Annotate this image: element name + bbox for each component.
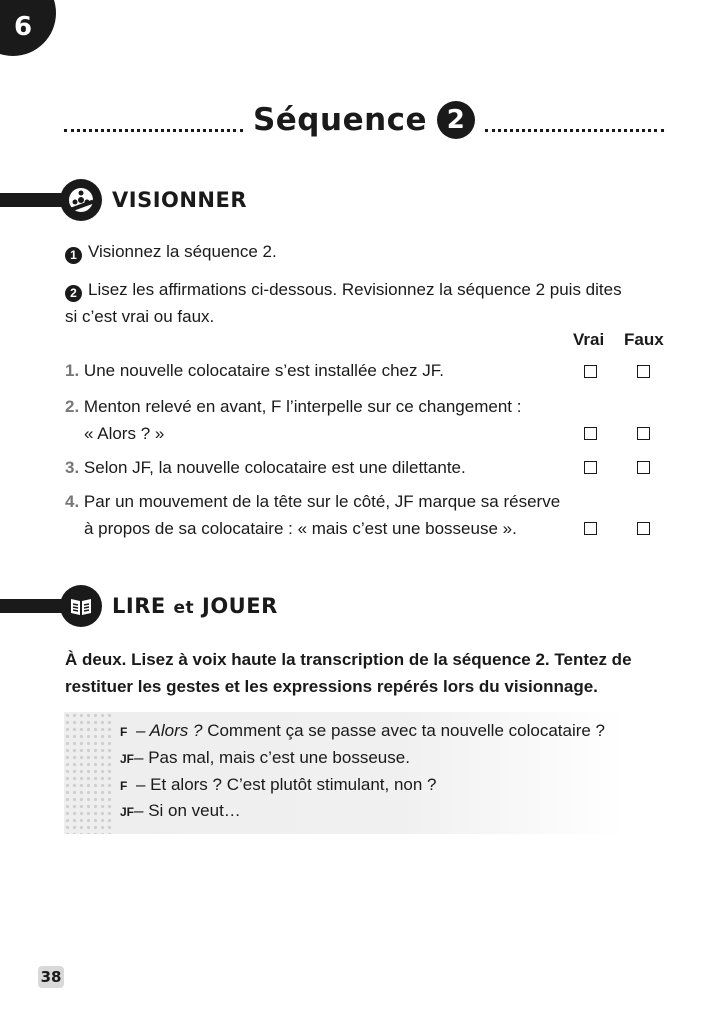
- step-1-number: 1: [65, 247, 82, 264]
- checkbox-3-faux[interactable]: [637, 461, 650, 474]
- statement-2: 2. Menton relevé en avant, F l’interpelle sur ce changement : « Alors ? »: [65, 397, 522, 443]
- dotted-rule-left: [64, 129, 243, 132]
- dialogue-line-4: JF– Si on veut…: [120, 801, 241, 820]
- column-faux: Faux: [624, 330, 664, 349]
- step-2-line-1: Lisez les affirmations ci-dessous. Revisionnez la séquence 2 puis dites: [88, 280, 622, 299]
- lire-jouer-heading: [0, 584, 278, 628]
- lire-jouer-label: LIRE et JOUER: [112, 594, 278, 618]
- chapter-badge: [0, 0, 56, 56]
- checkbox-4-vrai[interactable]: [584, 522, 597, 535]
- step-1-text: Visionnez la séquence 2.: [88, 242, 277, 261]
- sequence-title: [64, 98, 664, 142]
- step-2: [65, 276, 665, 330]
- checkbox-4-faux[interactable]: [637, 522, 650, 535]
- step-1: [65, 238, 665, 265]
- column-vrai: Vrai: [573, 330, 605, 349]
- dialogue-line-2: JF– Pas mal, mais c’est une bosseuse.: [120, 748, 410, 767]
- statement-4: 4. Par un mouvement de la tête sur le côté, JF marque sa réserve à propos de sa colocataire : « mais c’est une bosseuse ».: [65, 492, 561, 538]
- checkbox-1-vrai[interactable]: [584, 365, 597, 378]
- step-2-line-2: si c’est vrai ou faux.: [65, 307, 215, 326]
- heading-bar: [0, 599, 66, 613]
- book-icon: [60, 585, 102, 627]
- dotted-rule-right: [485, 129, 664, 132]
- checkbox-3-vrai[interactable]: [584, 461, 597, 474]
- chapter-number: 6: [14, 12, 33, 42]
- page-number: 38: [38, 966, 64, 988]
- dialogue-line-1: F – Alors ? Comment ça se passe avec ta nouvelle colocataire ?: [120, 721, 606, 740]
- checkbox-1-faux[interactable]: [637, 365, 650, 378]
- visionner-heading: [0, 178, 247, 222]
- statement-3: 3. Selon JF, la nouvelle colocataire est une dilettante.: [65, 458, 466, 477]
- film-reel-icon: [60, 179, 102, 221]
- dialogue-line-3: F – Et alors ? C’est plutôt stimulant, non ?: [120, 775, 437, 794]
- checkbox-2-faux[interactable]: [637, 427, 650, 440]
- lire-jouer-instructions: À deux. Lisez à voix haute la transcription de la séquence 2. Tentez de restituer les gestes et les expressions repérés lors du visionnage.: [65, 650, 632, 696]
- statement-1: 1. Une nouvelle colocataire s’est installée chez JF.: [65, 361, 444, 380]
- heading-bar: [0, 193, 66, 207]
- checkbox-2-vrai[interactable]: [584, 427, 597, 440]
- visionner-label: VISIONNER: [112, 188, 248, 212]
- halftone-decoration: [64, 712, 114, 834]
- sequence-number: 2: [437, 101, 475, 139]
- step-2-number: 2: [65, 285, 82, 302]
- sequence-title-text: Séquence: [252, 102, 428, 138]
